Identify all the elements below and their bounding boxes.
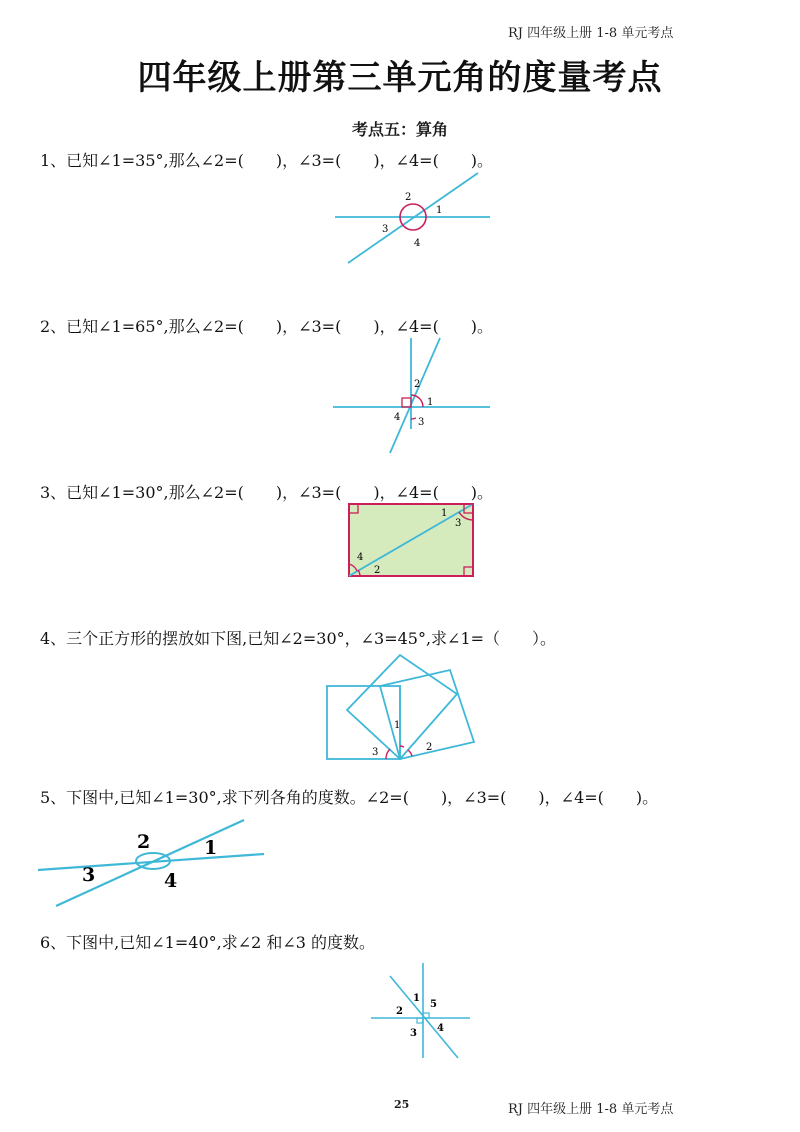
q2-label-4: 4 bbox=[394, 412, 401, 423]
q5-label-4: 4 bbox=[164, 870, 178, 892]
question-5-text: 5、下图中,已知∠1=30°,求下列各角的度数。∠2=( )，∠3=( )，∠4=( )。 bbox=[40, 788, 659, 807]
q1-label-4: 4 bbox=[414, 238, 421, 249]
question-4-text: 4、三个正方形的摆放如下图,已知∠2=30°，∠3=45°,求∠1=（ ）。 bbox=[40, 629, 557, 648]
q1-label-3: 3 bbox=[382, 224, 389, 235]
q2-label-1: 1 bbox=[427, 397, 434, 408]
q6-label-3: 3 bbox=[410, 1028, 417, 1039]
question-6-text: 6、下图中,已知∠1=40°,求∠2 和∠3 的度数。 bbox=[40, 933, 376, 952]
q4-label-1: 1 bbox=[394, 720, 401, 731]
header-tag: RJ 四年级上册 1-8 单元考点 bbox=[508, 26, 674, 41]
q5-label-3: 3 bbox=[82, 864, 96, 886]
q1-label-2: 2 bbox=[405, 192, 412, 203]
question-1-figure bbox=[330, 170, 500, 270]
q4-label-3: 3 bbox=[372, 747, 379, 758]
q1-label-1: 1 bbox=[436, 205, 443, 216]
question-3-text: 3、已知∠1=30°,那么∠2=( )，∠3=( )，∠4=( )。 bbox=[40, 483, 494, 502]
page-title: 四年级上册第三单元角的度量考点 bbox=[137, 58, 663, 98]
q6-label-1: 1 bbox=[413, 993, 420, 1004]
q3-label-1: 1 bbox=[441, 508, 448, 519]
question-2-text: 2、已知∠1=65°,那么∠2=( )，∠3=( )，∠4=( )。 bbox=[40, 317, 494, 336]
question-4-figure bbox=[322, 652, 482, 766]
q3-label-2: 2 bbox=[374, 565, 381, 576]
question-2-figure bbox=[330, 335, 500, 460]
question-6-figure bbox=[368, 960, 474, 1062]
section-subtitle: 考点五：算角 bbox=[351, 120, 448, 139]
q6-label-5: 5 bbox=[430, 999, 437, 1010]
q2-label-3: 3 bbox=[418, 417, 425, 428]
q3-label-3: 3 bbox=[455, 518, 462, 529]
page-number: 25 bbox=[394, 1098, 410, 1111]
q5-label-2: 2 bbox=[137, 831, 151, 853]
q3-label-4: 4 bbox=[357, 552, 364, 563]
question-3-figure bbox=[343, 500, 479, 582]
question-5-figure bbox=[36, 812, 268, 910]
q4-label-2: 2 bbox=[426, 742, 433, 753]
footer-tag: RJ 四年级上册 1-8 单元考点 bbox=[508, 1102, 674, 1117]
q5-label-1: 1 bbox=[204, 837, 218, 859]
q6-label-4: 4 bbox=[437, 1023, 444, 1034]
q6-label-2: 2 bbox=[396, 1006, 403, 1017]
q2-label-2: 2 bbox=[414, 379, 421, 390]
question-1-text: 1、已知∠1=35°,那么∠2=( )，∠3=( )，∠4=( )。 bbox=[40, 151, 494, 170]
